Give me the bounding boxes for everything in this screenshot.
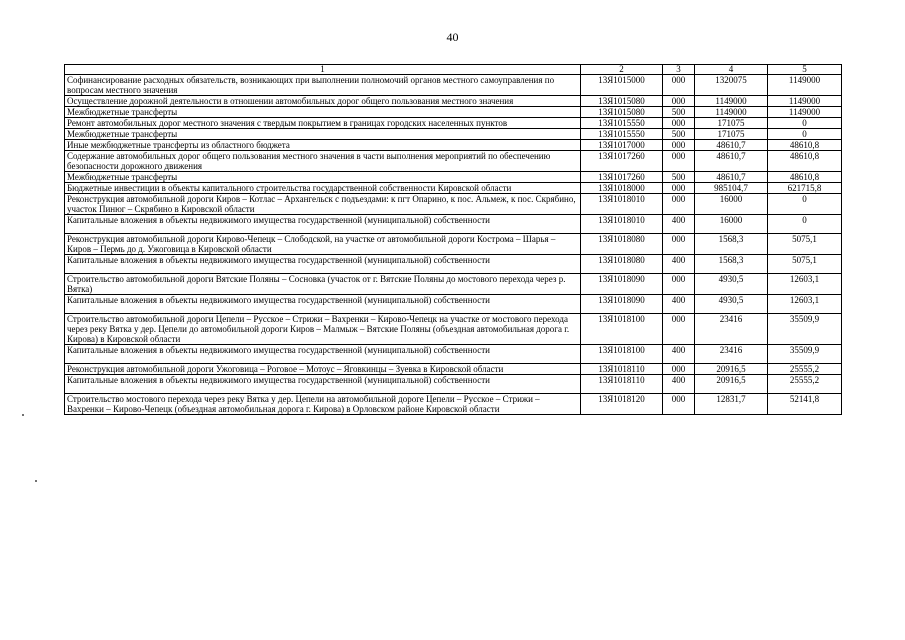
row-name-cell: Реконструкция автомобильной дороги Кирово-Чепецк – Слободской, на участке от автомобильной дороги Кострома – Шарья – Киров – Пермь до д. Ужоговица в Кировской области bbox=[65, 234, 581, 255]
row-type-cell: 400 bbox=[663, 295, 695, 314]
row-type-cell: 400 bbox=[663, 345, 695, 364]
row-amount-year1-cell: 171075 bbox=[695, 129, 768, 140]
row-type-cell: 000 bbox=[663, 96, 695, 107]
table-row bbox=[65, 96, 842, 107]
row-type-cell: 000 bbox=[663, 234, 695, 255]
row-name-cell: Реконструкция автомобильной дороги Киров – Котлас – Архангельск с подъездами: к пгт Опарино, к пос. Альмеж, к пос. Скрябино, участок Пинюг – Скрябино в Кировской области bbox=[65, 194, 581, 215]
row-amount-year1-cell: 1149000 bbox=[695, 107, 768, 118]
row-amount-year2-cell: 621715,8 bbox=[768, 183, 842, 194]
row-amount-year2-cell: 1149000 bbox=[768, 107, 842, 118]
column-header-2: 2 bbox=[581, 65, 663, 75]
row-name-cell: Софинансирование расходных обязательств, возникающих при выполнении полномочий органов местного самоуправления по вопросам местного значения bbox=[65, 75, 581, 96]
row-name-cell: Капитальные вложения в объекты недвижимого имущества государственной (муниципальной) собственности bbox=[65, 375, 581, 394]
table-row bbox=[65, 172, 842, 183]
row-code-cell: 13Я1017260 bbox=[581, 151, 663, 172]
row-amount-year2-cell: 1149000 bbox=[768, 75, 842, 96]
row-amount-year1-cell: 48610,7 bbox=[695, 172, 768, 183]
row-name-cell: Содержание автомобильных дорог общего пользования местного значения в части выполнения мероприятий по обеспечению безопасности дорожного движения bbox=[65, 151, 581, 172]
row-type-cell: 000 bbox=[663, 75, 695, 96]
scan-speck bbox=[35, 480, 37, 482]
row-type-cell: 000 bbox=[663, 183, 695, 194]
row-name-cell: Строительство мостового перехода через реку Вятка у дер. Цепели на автомобильной дороге Цепели – Русское – Стрижи – Вахренки – Кирово-Чепецк (объездная автомобильная дорога г. Кирова) в Орловском районе Кировской области bbox=[65, 394, 581, 415]
row-amount-year1-cell: 4930,5 bbox=[695, 295, 768, 314]
table-row bbox=[65, 314, 842, 345]
row-code-cell: 13Я1018120 bbox=[581, 394, 663, 415]
row-code-cell: 13Я1015550 bbox=[581, 129, 663, 140]
row-name-cell: Капитальные вложения в объекты недвижимого имущества государственной (муниципальной) собственности bbox=[65, 255, 581, 274]
row-amount-year2-cell: 48610,8 bbox=[768, 140, 842, 151]
row-amount-year1-cell: 12831,7 bbox=[695, 394, 768, 415]
row-code-cell: 13Я1017000 bbox=[581, 140, 663, 151]
table-row bbox=[65, 194, 842, 215]
row-type-cell: 000 bbox=[663, 274, 695, 295]
row-amount-year2-cell: 48610,8 bbox=[768, 172, 842, 183]
row-type-cell: 400 bbox=[663, 375, 695, 394]
row-code-cell: 13Я1018100 bbox=[581, 314, 663, 345]
row-amount-year1-cell: 23416 bbox=[695, 314, 768, 345]
row-amount-year1-cell: 4930,5 bbox=[695, 274, 768, 295]
page-number: 40 bbox=[446, 30, 459, 44]
row-amount-year1-cell: 985104,7 bbox=[695, 183, 768, 194]
row-code-cell: 13Я1015080 bbox=[581, 107, 663, 118]
table-row bbox=[65, 234, 842, 255]
row-type-cell: 400 bbox=[663, 215, 695, 234]
row-amount-year2-cell: 0 bbox=[768, 118, 842, 129]
row-type-cell: 000 bbox=[663, 140, 695, 151]
row-name-cell: Капитальные вложения в объекты недвижимого имущества государственной (муниципальной) собственности bbox=[65, 215, 581, 234]
row-name-cell: Иные межбюджетные трансферты из областного бюджета bbox=[65, 140, 581, 151]
table-row bbox=[65, 129, 842, 140]
row-type-cell: 400 bbox=[663, 255, 695, 274]
column-header-3: 3 bbox=[663, 65, 695, 75]
row-amount-year1-cell: 48610,7 bbox=[695, 140, 768, 151]
row-name-cell: Строительство автомобильной дороги Цепели – Русское – Стрижи – Вахренки – Кирово-Чепецк на участке от мостового перехода через реку Вятка у дер. Цепели до автомобильной дороги Киров – Малмыж – Вятские Поляны (объездная автомобильная дорога г. Кирова) в Кировской области bbox=[65, 314, 581, 345]
row-amount-year2-cell: 0 bbox=[768, 194, 842, 215]
row-amount-year1-cell: 1568,3 bbox=[695, 234, 768, 255]
row-type-cell: 000 bbox=[663, 314, 695, 345]
row-amount-year2-cell: 35509,9 bbox=[768, 314, 842, 345]
table-row bbox=[65, 345, 842, 364]
row-amount-year1-cell: 48610,7 bbox=[695, 151, 768, 172]
row-amount-year2-cell: 0 bbox=[768, 129, 842, 140]
column-header-1: 1 bbox=[65, 65, 581, 75]
row-code-cell: 13Я1018090 bbox=[581, 295, 663, 314]
row-amount-year2-cell: 25555,2 bbox=[768, 375, 842, 394]
table-body bbox=[65, 75, 842, 415]
table-row bbox=[65, 107, 842, 118]
row-code-cell: 13Я1018090 bbox=[581, 274, 663, 295]
column-header-5: 5 bbox=[768, 65, 842, 75]
row-type-cell: 500 bbox=[663, 107, 695, 118]
row-name-cell: Ремонт автомобильных дорог местного значения с твердым покрытием в границах городских населенных пунктов bbox=[65, 118, 581, 129]
row-code-cell: 13Я1018000 bbox=[581, 183, 663, 194]
row-name-cell: Реконструкция автомобильной дороги Ужоговица – Роговое – Мотоус – Яговкинцы – Зуевка в Кировской области bbox=[65, 364, 581, 375]
table-row bbox=[65, 75, 842, 96]
row-amount-year2-cell: 48610,8 bbox=[768, 151, 842, 172]
row-amount-year2-cell: 52141,8 bbox=[768, 394, 842, 415]
row-amount-year1-cell: 1320075 bbox=[695, 75, 768, 96]
row-code-cell: 13Я1015550 bbox=[581, 118, 663, 129]
row-amount-year1-cell: 16000 bbox=[695, 215, 768, 234]
row-amount-year2-cell: 12603,1 bbox=[768, 295, 842, 314]
row-code-cell: 13Я1018010 bbox=[581, 194, 663, 215]
budget-table bbox=[64, 64, 842, 415]
table-row bbox=[65, 364, 842, 375]
row-code-cell: 13Я1018080 bbox=[581, 255, 663, 274]
scan-speck bbox=[22, 414, 24, 416]
row-name-cell: Межбюджетные трансферты bbox=[65, 172, 581, 183]
table-row bbox=[65, 274, 842, 295]
row-code-cell: 13Я1015080 bbox=[581, 96, 663, 107]
row-code-cell: 13Я1018080 bbox=[581, 234, 663, 255]
row-name-cell: Осуществление дорожной деятельности в отношении автомобильных дорог общего пользования местного значения bbox=[65, 96, 581, 107]
row-amount-year2-cell: 1149000 bbox=[768, 96, 842, 107]
row-name-cell: Строительство автомобильной дороги Вятские Поляны – Сосновка (участок от г. Вятские Поляны до мостового перехода через р. Вятка) bbox=[65, 274, 581, 295]
row-amount-year2-cell: 0 bbox=[768, 215, 842, 234]
column-header-4: 4 bbox=[695, 65, 768, 75]
row-amount-year2-cell: 25555,2 bbox=[768, 364, 842, 375]
row-name-cell: Межбюджетные трансферты bbox=[65, 107, 581, 118]
table-row bbox=[65, 375, 842, 394]
table-row bbox=[65, 215, 842, 234]
row-amount-year1-cell: 20916,5 bbox=[695, 364, 768, 375]
row-amount-year2-cell: 5075,1 bbox=[768, 234, 842, 255]
row-type-cell: 000 bbox=[663, 194, 695, 215]
row-amount-year1-cell: 171075 bbox=[695, 118, 768, 129]
row-amount-year1-cell: 1568,3 bbox=[695, 255, 768, 274]
row-code-cell: 13Я1018010 bbox=[581, 215, 663, 234]
row-amount-year2-cell: 5075,1 bbox=[768, 255, 842, 274]
row-name-cell: Капитальные вложения в объекты недвижимого имущества государственной (муниципальной) собственности bbox=[65, 295, 581, 314]
table-row bbox=[65, 295, 842, 314]
table-header-row bbox=[65, 65, 842, 75]
table-row bbox=[65, 118, 842, 129]
row-type-cell: 500 bbox=[663, 129, 695, 140]
row-amount-year1-cell: 16000 bbox=[695, 194, 768, 215]
table-row bbox=[65, 140, 842, 151]
row-amount-year1-cell: 20916,5 bbox=[695, 375, 768, 394]
row-code-cell: 13Я1018100 bbox=[581, 345, 663, 364]
table-row bbox=[65, 151, 842, 172]
row-code-cell: 13Я1017260 bbox=[581, 172, 663, 183]
row-code-cell: 13Я1018110 bbox=[581, 364, 663, 375]
row-amount-year1-cell: 23416 bbox=[695, 345, 768, 364]
row-amount-year1-cell: 1149000 bbox=[695, 96, 768, 107]
row-type-cell: 500 bbox=[663, 172, 695, 183]
table-row bbox=[65, 183, 842, 194]
row-name-cell: Межбюджетные трансферты bbox=[65, 129, 581, 140]
row-code-cell: 13Я1015000 bbox=[581, 75, 663, 96]
row-amount-year2-cell: 12603,1 bbox=[768, 274, 842, 295]
table-row bbox=[65, 255, 842, 274]
row-type-cell: 000 bbox=[663, 394, 695, 415]
row-type-cell: 000 bbox=[663, 151, 695, 172]
row-amount-year2-cell: 35509,9 bbox=[768, 345, 842, 364]
row-type-cell: 000 bbox=[663, 364, 695, 375]
row-name-cell: Бюджетные инвестиции в объекты капитального строительства государственной собственности Кировской области bbox=[65, 183, 581, 194]
table-row bbox=[65, 394, 842, 415]
row-type-cell: 000 bbox=[663, 118, 695, 129]
row-code-cell: 13Я1018110 bbox=[581, 375, 663, 394]
row-name-cell: Капитальные вложения в объекты недвижимого имущества государственной (муниципальной) собственности bbox=[65, 345, 581, 364]
